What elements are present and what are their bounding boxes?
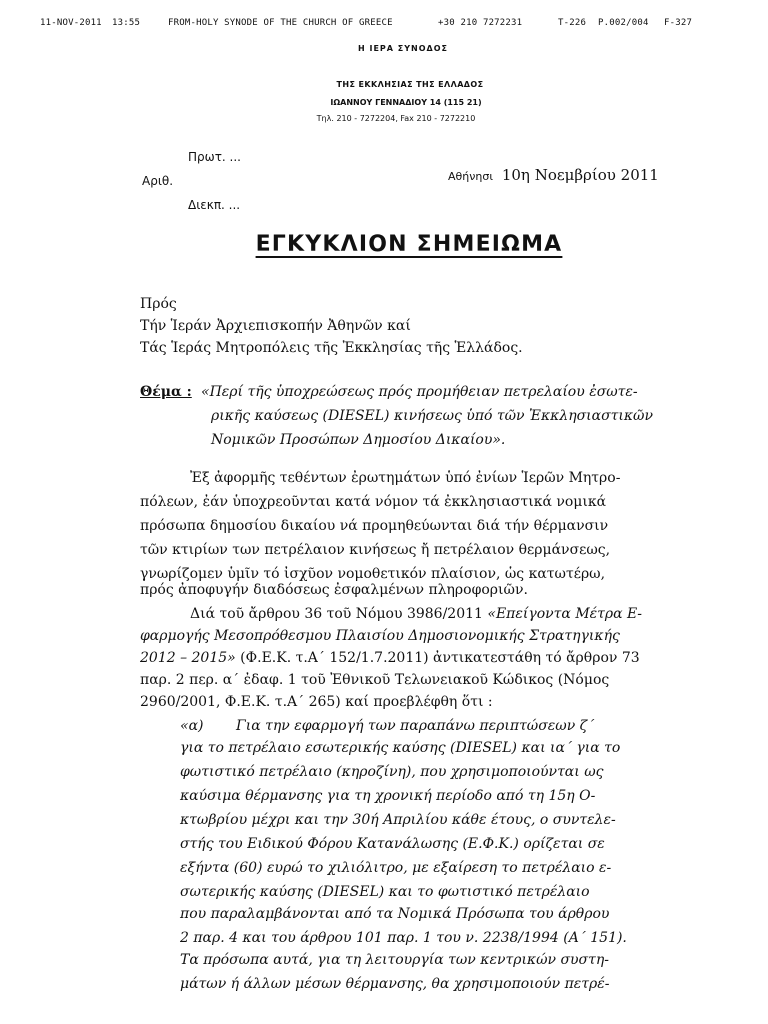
p2-line-1-italic: «Επείγοντα Μέτρα Ε- [487,606,642,622]
quote-line-11: μάτων ή άλλων μέσων θέρμανσης, θα χρησιμοποιούν πετρέ- [180,976,610,992]
p2-line-5: 2960/2001, Φ.Ε.Κ. τ.Α΄ 265) καί προεβλέφθη ὅτι : [140,694,493,710]
fax-page: P.002/004 [598,18,649,28]
quote-line-7: σωτερικής καύσης (DIESEL) και το φωτιστικό πετρέλαιο [180,884,590,900]
quote-line-8: που παραλαμβάνονται από τα Νομικά Πρόσωπα του άρθρου [180,906,610,922]
document-title: ΕΓΚΥΚΛΙΟΝ ΣΗΜΕΙΩΜΑ [255,232,563,257]
recipients-to: Πρός [140,296,177,312]
date-place: Αθήνησι [448,170,494,183]
letterhead-name: Η ΙΕΡΑ ΣΥΝΟΔΟΣ [358,44,448,53]
date-month-year: Νοεμβρίου 2011 [534,166,659,184]
diekp-ref: Διεκπ. ... [188,198,241,212]
letterhead-church: ΤΗΣ ΕΚΚΛΗΣΙΑΣ ΤΗΣ ΕΛΛΑΔΟΣ [336,80,484,89]
recipient-line-1: Τήν Ἱεράν Ἀρχιεπισκοπήν Ἀθηνῶν καί [140,318,411,334]
letterhead-address: ΙΩΑΝΝΟΥ ΓΕΝΝΑΔΙΟΥ 14 (115 21) [330,98,482,107]
date-day: 10η [501,166,530,184]
p1-line-3: πρόσωπα δημοσίου δικαίου νά προμηθεύωνται διά τήν θέρμανσιν [140,518,609,534]
quote-line-1: για το πετρέλαιο εσωτερικής καύσης (DIESEL) και ια΄ για το [180,740,621,756]
quote-line-5: στής του Ειδικού Φόρου Κατανάλωσης (Ε.Φ.Κ.) ορίζεται σε [180,836,605,852]
subject-line-1: «Περί τῆς ὑποχρεώσεως πρός προμήθειαν πετρελαίου ἐσωτε- [201,384,638,400]
p1-line-1: Ἐξ ἀφορμῆς τεθέντων ἐρωτημάτων ὑπό ἐνίων Ἱερῶν Μητρο- [190,470,621,486]
p2-line-3-text: (Φ.Ε.Κ. τ.Α΄ 152/1.7.2011) ἀντικατεστάθη τό ἄρθρον 73 [235,650,640,666]
p1-line-5: γνωρίζομεν ὑμῖν τό ἰσχῦον νομοθετικόν πλαίσιον, ὡς κατωτέρω, [140,566,606,582]
p2-line-1 [190,604,642,624]
p2-line-3 [140,648,640,668]
quote-line-10: Τα πρόσωπα αυτά, για τη λειτουργία των κεντρικών συστη- [180,952,609,968]
subject-label [140,382,192,402]
subject-label-text: Θέμα : [140,384,192,400]
letterhead-contact: Τηλ. 210 - 7272204, Fax 210 - 7272210 [316,114,476,123]
subject-line-2: ρικῆς καύσεως (DIESEL) κινήσεως ὑπό τῶν Ἐκκλησιαστικῶν [211,408,653,424]
quote-line-4: κτωβρίου μέχρι και την 30ή Απριλίου κάθε έτους, ο συντελε- [180,812,616,828]
p2-line-2: φαρμογής Μεσοπρόθεσμου Πλαισίου Δημοσιονομικής Στρατηγικής [140,628,620,644]
fax-header [0,18,768,32]
quote-line-6: εξήντα (60) ευρώ το χιλιόλιτρο, με εξαίρεση το πετρέλαιο ε- [180,860,612,876]
protocol-ref: Πρωτ. ... [188,150,241,164]
p2-line-3-italic: 2012 – 2015» [140,650,236,666]
quote-marker: «α) [180,718,204,734]
quote-line-2: φωτιστικό πετρέλαιο (κηροζίνη), που χρησιμοποιούνται ως [180,764,604,780]
recipient-line-2: Τάς Ἱεράς Μητροπόλεις τῆς Ἐκκλησίας τῆς Ἑλλάδος. [140,340,523,356]
number-ref: Αριθ. [142,174,174,188]
quote-line-3: καύσιμα θέρμανσης για τη χρονική περίοδο από τη 15η Ο- [180,788,596,804]
fax-f-code: F-327 [664,18,693,28]
quote-first-line: Για την εφαρμογή των παραπάνω περιπτώσεων ζ΄ [236,718,595,734]
p1-line-6: πρός ἀποφυγήν διαδόσεως ἐσφαλμένων πληροφοριῶν. [140,582,528,598]
fax-sender: FROM-HOLY SYNODE OF THE CHURCH OF GREECE [168,18,393,28]
p1-line-4: τῶν κτιρίων των πετρέλαιον κινήσεως ἤ πετρέλαιον θερμάνσεως, [140,542,611,558]
p2-line-4: παρ. 2 περ. α΄ ἐδαφ. 1 τοῦ Ἐθνικοῦ Τελωνειακοῦ Κώδικος (Νόμος [140,672,610,688]
p1-line-2: πόλεων, ἐάν ὑποχρεοῦνται κατά νόμον τά ἐκκλησιαστικά νομικά [140,494,607,510]
fax-t-code: T-226 [558,18,587,28]
quote-line-9: 2 παρ. 4 και του άρθρου 101 παρ. 1 του ν. 2238/1994 (Α΄ 151). [180,930,627,946]
subject-line-3: Νομικῶν Προσώπων Δημοσίου Δικαίου». [211,432,506,448]
fax-date: 11-NOV-2011 [40,18,102,28]
fax-phone: +30 210 7272231 [438,18,523,28]
p2-line-1-text: Διά τοῦ ἄρθρου 36 τοῦ Νόμου 3986/2011 [190,606,488,622]
fax-time: 13:55 [112,18,141,28]
document-date [448,166,659,184]
